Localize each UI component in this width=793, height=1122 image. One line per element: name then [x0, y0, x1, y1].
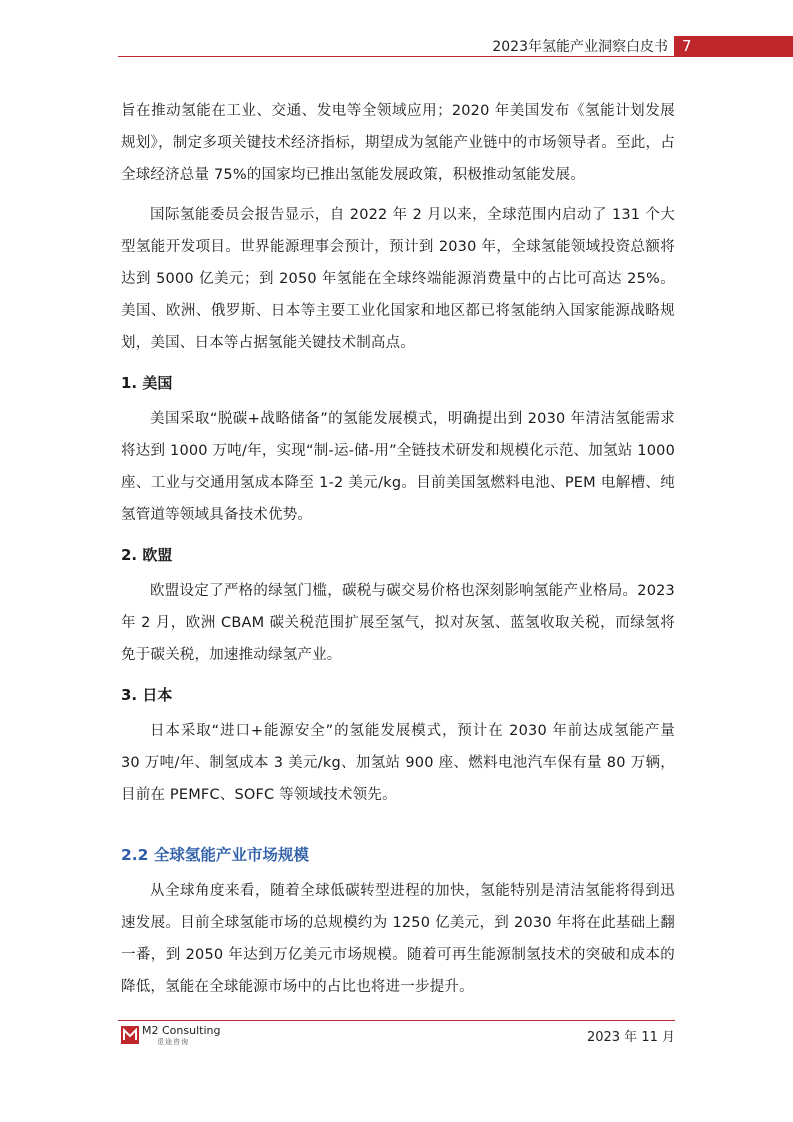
footer-rule [118, 1020, 675, 1021]
logo-name: M2 Consulting [142, 1024, 221, 1037]
document-body [121, 95, 675, 1003]
header-rule [118, 56, 793, 57]
paragraph-intro: 旨在推动氢能在工业、交通、发电等全领域应用；2020 年美国发布《氢能计划发展规划》，制定多项关键技术经济指标，期望成为氢能产业链中的市场领导者。至此，占全球经济总量 75%的国家均已推出氢能发展政策，积极推动氢能发展。 [121, 103, 675, 183]
paragraph-usa: 美国采取“脱碳+战略储备”的氢能发展模式，明确提出到 2030 年清洁氢能需求将达到 1000 万吨/年，实现“制-运-储-用”全链技术研发和规模化示范、加氢站 1000 座、工业与交通用氢成本降至 1-2 美元/kg。目前美国氢燃料电池、PEM 电解槽、纯氢管道等领域具备技术优势。 [121, 411, 675, 523]
footer-date: 2023 年 11 月 [586, 1030, 675, 1045]
m2-logo-icon [121, 1026, 139, 1044]
company-logo [121, 1024, 261, 1052]
heading-eu: 2. 欧盟 [121, 546, 173, 564]
paragraph-japan: 日本采取“进口+能源安全”的氢能发展模式，预计在 2030 年前达成氢能产量 30 万吨/年、制氢成本 3 美元/kg、加氢站 900 座、燃料电池汽车保有量 80 万辆，目前在 PEMFC、SOFC 等领域技术领先。 [121, 723, 675, 803]
page-number-box [674, 36, 793, 57]
heading-japan: 3. 日本 [121, 686, 173, 704]
header-title: 2023年氢能产业洞察白皮书 [492, 39, 668, 55]
page-number: 7 [682, 37, 692, 55]
heading-usa: 1. 美国 [121, 374, 173, 392]
section-heading-market-size: 2.2 全球氢能产业市场规模 [121, 846, 309, 864]
paragraph-hydrogen-council: 国际氢能委员会报告显示，自 2022 年 2 月以来，全球范围内启动了 131 个大型氢能开发项目。世界能源理事会预计，预计到 2030 年，全球氢能领域投资总额将达到 5000 亿美元；到 2050 年氢能在全球终端能源消费量中的占比可高达 25%。美国、欧洲、俄罗斯、日本等主要工业化国家和地区都已将氢能纳入国家能源战略规划，美国、日本等占据氢能关键技术制高点。 [121, 207, 675, 351]
paragraph-eu: 欧盟设定了严格的绿氢门槛，碳税与碳交易价格也深刻影响氢能产业格局。2023 年 2 月，欧洲 CBAM 碳关税范围扩展至氢气，拟对灰氢、蓝氢收取关税，而绿氢将免于碳关税，加速推动绿氢产业。 [121, 583, 675, 663]
paragraph-market-size: 从全球角度来看，随着全球低碳转型进程的加快，氢能特别是清洁氢能将得到迅速发展。目前全球氢能市场的总规模约为 1250 亿美元，到 2030 年将在此基础上翻一番，到 2050 年达到万亿美元市场规模。随着可再生能源制氢技术的突破和成本的降低，氢能在全球能源市场中的占比也将进一步提升。 [121, 883, 675, 995]
logo-subtitle: 觅途咨询 [157, 1038, 189, 1046]
